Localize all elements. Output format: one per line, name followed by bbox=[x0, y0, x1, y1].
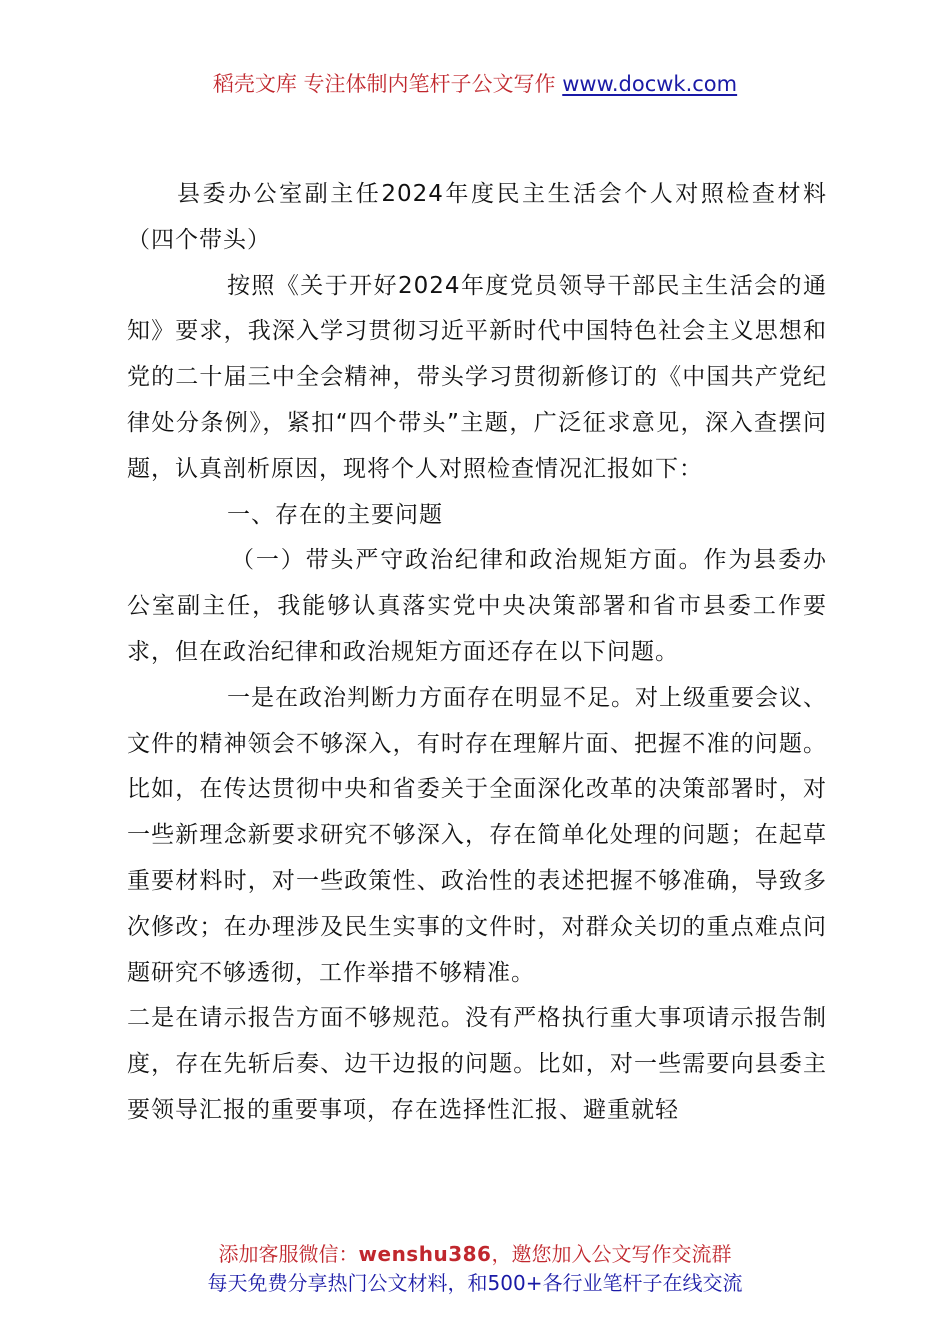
point-one-paragraph: 一是在政治判断力方面存在明显不足。对上级重要会议、文件的精神领会不够深入，有时存在理解片面、把握不准的问题。比如，在传达贯彻中央和省委关于全面深化改革的决策部署时，对一些新理念新要求研究不够深入，存在简单化处理的问题；在起草重要材料时，对一些政策性、政治性的表述把握不够准确，导致多次修改；在办理涉及民生实事的文件时，对群众关切的重点难点问题研究不够透彻，工作举措不够精准。 bbox=[127, 684, 827, 986]
point-two-paragraph: 二是在请示报告方面不够规范。没有严格执行重大事项请示报告制度，存在先斩后奏、边干边报的问题。比如，对一些需要向县委主要领导汇报的重要事项，存在选择性汇报、避重就轻 bbox=[127, 1005, 827, 1123]
document-title: 县委办公室副主任2024年度民主生活会个人对照检查材料（四个带头） bbox=[127, 181, 827, 253]
contact-suffix: ，邀您加入公文写作交流群 bbox=[491, 1242, 732, 1266]
contact-line bbox=[0, 1240, 950, 1269]
subsection-paragraph: （一）带头严守政治纪律和政治规矩方面。作为县委办公室副主任，我能够认真落实党中央决策部署和省市县委工作要求，但在政治纪律和政治规矩方面还存在以下问题。 bbox=[127, 547, 827, 665]
bottom-banner bbox=[0, 1240, 950, 1298]
top-banner bbox=[0, 68, 950, 100]
brand-text: 稻壳文库 专注体制内笔杆子公文写作 bbox=[212, 72, 556, 96]
site-link[interactable]: www.docwk.com bbox=[562, 72, 738, 96]
wechat-id: wenshu386 bbox=[358, 1242, 492, 1266]
document-body bbox=[127, 172, 827, 1134]
intro-paragraph: 按照《关于开好2024年度党员领导干部民主生活会的通知》要求，我深入学习贯彻习近平新时代中国特色社会主义思想和党的二十届三中全会精神，带头学习贯彻新修订的《中国共产党纪律处分条例》，紧扣“四个带头”主题，广泛征求意见，深入查摆问题，认真剖析原因，现将个人对照检查情况汇报如下： bbox=[127, 272, 827, 482]
contact-prefix: 添加客服微信： bbox=[218, 1242, 359, 1266]
section-heading: 一、存在的主要问题 bbox=[227, 501, 443, 528]
promo-line: 每天免费分享热门公文材料，和500+各行业笔杆子在线交流 bbox=[207, 1271, 743, 1295]
